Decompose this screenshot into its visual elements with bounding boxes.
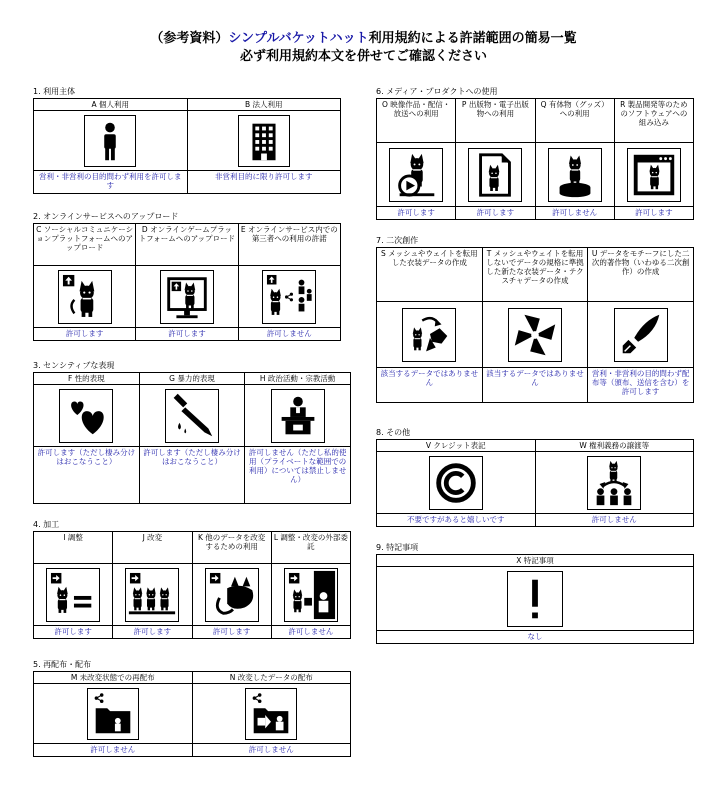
item-result: 許可します [65,329,104,338]
section-other [376,428,694,527]
knife-icon [140,385,245,447]
item-label: M 未改変状態での再配布 [34,672,192,684]
person-icon [34,111,187,171]
item-label: Q 有体物（グッズ）への利用 [536,99,614,143]
item-result: 許可します（ただし棲み分けはおこなうこと） [143,448,241,466]
item-redistribute-unmodified [34,672,192,756]
section-heading: 8. その他 [376,428,411,437]
item-result: 営利・非営利の目的問わず配布等（頒布、送信を含む）を許可します [591,369,690,396]
building-icon [188,111,341,171]
item-result: 許可します [635,208,673,217]
item-result: なし [527,632,543,641]
item-adjust [34,532,112,638]
exclamation-icon [377,567,693,631]
item-result: 許可しません [266,329,312,338]
page-subtitle: 必ず利用規約本文を併せてご確認ください [239,49,487,64]
item-physical-goods [535,99,614,219]
section-heading: 9. 特記事項 [376,543,419,552]
item-mesh-transfer [377,248,482,402]
upload-avatar-icon [34,266,135,328]
transfer-icon [377,302,482,368]
page-title: （参考資料）シンプルバケットハット利用規約による許諾範囲の簡易一覧 [150,31,577,46]
modify-icon [113,564,191,626]
item-label: J 改変 [113,532,191,564]
transfer-rights-icon [536,452,694,514]
adjust-icon [34,564,112,626]
item-label: N 改変したデータの配布 [193,672,351,684]
item-label: B 法人利用 [188,99,341,111]
item-modify [112,532,191,638]
video-icon [377,143,455,207]
item-third-party-license [238,224,340,340]
section-heading: 2. オンラインサービスへのアップロード [33,212,179,221]
figure-icon [536,143,614,207]
section-sensitive-expression [33,361,351,504]
item-label: G 暴力的表現 [140,373,245,385]
item-publication [455,99,534,219]
item-personal-use [34,99,187,193]
item-label: L 調整・改変の外部委託 [272,532,350,564]
hearts-icon [34,385,139,447]
item-game-platform [135,224,237,340]
item-result: 該当するデータではありません [486,369,584,387]
upload-monitor-icon [136,266,237,328]
product-name: シンプルバケットハット [228,31,369,46]
item-label: X 特記事項 [377,555,693,567]
item-corporate-use [187,99,341,193]
share-modified-icon [193,684,351,744]
item-result: 許可しません [248,745,294,754]
item-label: O 映像作品・配信・放送への利用 [377,99,455,143]
outsource-icon [272,564,350,626]
section-special-notes [376,543,694,644]
section-processing [33,520,351,639]
section-media-product [376,87,694,220]
pinwheel-icon [483,302,588,368]
item-social-platform [34,224,135,340]
software-icon [615,143,693,207]
item-special-note [377,555,693,643]
item-rights-transfer [535,440,694,526]
section-heading: 4. 加工 [33,520,60,529]
item-result: 許可します [476,208,515,217]
item-label: C ソーシャルコミュニケーションプラットフォームへのアップロード [34,224,135,266]
item-result: 許可します [54,627,92,636]
item-label: K 他のデータを改変するための利用 [193,532,271,564]
item-result: 許可しません（ただし私的使用（プライベートな範囲での利用）については禁止しません） [248,448,347,484]
item-result: 許可します [168,329,206,338]
item-label: R 製品開発等のためのソフトウェアへの組み込み [615,99,693,143]
item-political-religious [244,373,350,503]
item-distribute-modified [192,672,351,756]
item-result: 許可しません [552,208,598,217]
item-result: 許可します [397,208,435,217]
section-heading: 3. センシティブな表現 [33,361,115,370]
section-heading: 7. 二次創作 [376,236,419,245]
item-violent-expression [139,373,245,503]
section-heading: 5. 再配布・配布 [33,660,92,669]
item-label: P 出版物・電子出版物への利用 [456,99,534,143]
section-derivative-works [376,236,694,403]
item-result: 非営利目的に限り許可します [215,172,313,181]
section-heading: 1. 利用主体 [33,87,76,96]
item-result: 営利・非営利の目的問わず利用を許可します [39,172,182,190]
item-result: 許可しません [90,745,136,754]
item-result: 許可します [212,627,251,636]
podium-icon [245,385,350,447]
item-label: W 権利義務の譲渡等 [536,440,694,452]
item-label: E オンラインサービス内での第三者への利用の許諾 [239,224,340,266]
item-label: F 性的表現 [34,373,139,385]
item-video-broadcast [377,99,455,219]
share-folder-icon [34,684,192,744]
item-label: V クレジット表記 [377,440,535,452]
item-label: H 政治活動・宗教活動 [245,373,350,385]
item-label: T メッシュやウェイトを転用しないでデータの規格に準拠した新たな衣装データ・テクスチャデータの作成 [483,248,588,302]
item-label: I 調整 [34,532,112,564]
item-result: 許可しません [288,627,334,636]
item-label: D オンラインゲームプラットフォームへのアップロード [136,224,237,266]
section-usage-subject [33,87,341,194]
copyright-icon [377,452,535,514]
item-modify-other [192,532,271,638]
section-heading: 6. メディア・プロダクトへの使用 [376,87,498,96]
item-result: 許可します [133,627,172,636]
pen-icon [588,302,693,368]
item-result: 許可しません [591,515,637,524]
item-label: S メッシュやウェイトを転用した衣装データの作成 [377,248,482,302]
item-label: U データをモチーフにした二次的著作物（いわゆる二次創作）の作成 [588,248,693,302]
document-icon [456,143,534,207]
item-derivative-creation [587,248,693,402]
item-result: 該当するデータではありません [380,369,479,387]
item-new-clothing-texture [482,248,588,402]
item-sexual-expression [34,373,139,503]
section-online-upload [33,212,341,341]
upload-share-icon [239,266,340,328]
modify-other-icon [193,564,271,626]
item-label: A 個人利用 [34,99,187,111]
item-outsource [271,532,350,638]
section-redistribution [33,660,351,757]
item-software-embed [614,99,693,219]
item-result: 許可します（ただし棲み分けはおこなうこと） [37,448,136,466]
item-result: 不要ですがあると嬉しいです [407,515,505,524]
item-credit [377,440,535,526]
